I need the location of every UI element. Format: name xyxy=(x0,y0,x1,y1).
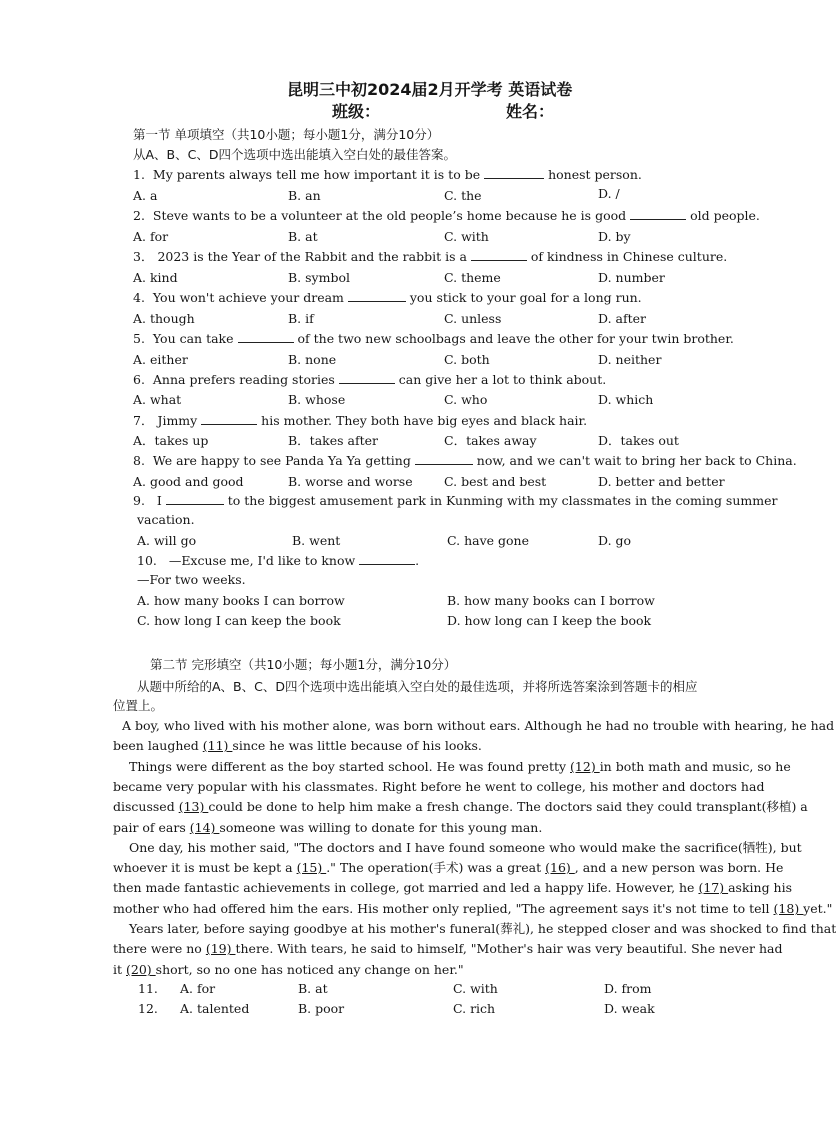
option-4c: C. unless xyxy=(444,311,502,326)
option-7b: B．takes after xyxy=(288,433,378,448)
option-4a: A. though xyxy=(133,311,195,326)
option-1d: D. / xyxy=(598,186,620,201)
option-5a: A. either xyxy=(133,352,188,367)
passage-line: whoever it is must be kept a (15) ." The operation(手术) was a great (16) , and a new person was born. He xyxy=(113,860,784,875)
section-2-title: 第二节 完形填空（共10小题；每小题1分，满分10分） xyxy=(150,657,457,672)
question-1: 1. My parents always tell me how important it is to be honest person. xyxy=(133,167,642,182)
passage-line: then made fantastic achievements in college, got married and led a happy life. However, he (17) asking his xyxy=(113,880,793,895)
passage-line: mother who had offered him the ears. His mother only replied, "The agreement says it's not time to tell (18) yet." xyxy=(113,901,833,916)
option-3b: B. symbol xyxy=(288,270,350,285)
option-9a: A. will go xyxy=(137,533,197,548)
passage-line: it (20) short, so no one has noticed any change on her." xyxy=(113,962,464,977)
option-5b: B. none xyxy=(288,352,337,367)
question-9-continued: vacation. xyxy=(137,512,195,527)
section-2-instruction-line-2: 位置上。 xyxy=(113,698,164,713)
option-6d: D. which xyxy=(598,392,654,407)
option-2d: D. by xyxy=(598,229,631,244)
option-12c: C. rich xyxy=(453,1001,496,1016)
option-6c: C. who xyxy=(444,392,488,407)
name-label: 姓名： xyxy=(506,102,555,121)
passage-line: One day, his mother said, "The doctors and I have found someone who would make the sacrifice(牺牲), but xyxy=(129,840,802,855)
question-2: 2. Steve wants to be a volunteer at the old people’s home because he is good old people. xyxy=(133,208,760,223)
question-6: 6. Anna prefers reading stories can give her a lot to think about. xyxy=(133,372,607,387)
option-11d: D. from xyxy=(604,981,652,996)
section-2-instruction-line-1: 从题中所给的A、B、C、D四个选项中选出能填入空白处的最佳选项，并将所选答案涂到答题卡的相应 xyxy=(137,679,698,694)
passage-line: discussed (13) could be done to help him make a fresh change. The doctors said they could transplant(移植) a xyxy=(113,799,808,814)
question-7: 7． Jimmy his mother. They both have big eyes and black hair. xyxy=(133,413,588,428)
option-1c: C. the xyxy=(444,188,482,203)
option-10b: B. how many books can I borrow xyxy=(447,593,655,608)
option-2c: C. with xyxy=(444,229,489,244)
passage-line: Things were different as the boy started school. He was found pretty (12) in both math and music, so he xyxy=(129,759,791,774)
option-4d: D. after xyxy=(598,311,646,326)
question-10-reply: —For two weeks. xyxy=(137,572,246,587)
option-10c: C. how long I can keep the book xyxy=(137,613,341,628)
class-label: 班级： xyxy=(332,102,381,121)
option-8d: D. better and better xyxy=(598,474,725,489)
option-5c: C. both xyxy=(444,352,490,367)
option-7d: D．takes out xyxy=(598,433,679,448)
question-4: 4. You won't achieve your dream you stick to your goal for a long run. xyxy=(133,290,642,305)
option-9c: C. have gone xyxy=(447,533,529,548)
option-8b: B. worse and worse xyxy=(288,474,413,489)
option-12a: A. talented xyxy=(180,1001,250,1016)
option-10a: A. how many books I can borrow xyxy=(137,593,345,608)
passage-line: became very popular with his classmates. Right before he went to college, his mother and doctors had xyxy=(113,779,765,794)
option-3d: D. number xyxy=(598,270,665,285)
passage-line: there were no (19) there. With tears, he said to himself, "Mother's hair was very beautiful. She never had xyxy=(113,941,783,956)
passage-line: A boy, who lived with his mother alone, was born without ears. Although he had no trouble with hearing, he had xyxy=(122,718,835,733)
option-8c: C. best and best xyxy=(444,474,547,489)
question-11-number: 11. xyxy=(138,981,158,996)
option-12d: D. weak xyxy=(604,1001,655,1016)
question-3: 3． 2023 is the Year of the Rabbit and the rabbit is a of kindness in Chinese culture. xyxy=(133,249,728,264)
question-12-number: 12. xyxy=(138,1001,158,1016)
question-10: 10. —Excuse me, I'd like to know . xyxy=(137,553,420,568)
option-6b: B. whose xyxy=(288,392,346,407)
option-3c: C. theme xyxy=(444,270,501,285)
option-7a: A．takes up xyxy=(133,433,209,448)
option-4b: B. if xyxy=(288,311,314,326)
option-11c: C. with xyxy=(453,981,498,996)
option-5d: D. neither xyxy=(598,352,662,367)
passage-line: been laughed (11) since he was little because of his looks. xyxy=(113,738,482,753)
option-12b: B. poor xyxy=(298,1001,345,1016)
passage-line: Years later, before saying goodbye at his mother's funeral(葬礼), he stepped closer and was shocked to find that xyxy=(129,921,836,936)
option-11b: B. at xyxy=(298,981,328,996)
option-10d: D. how long can I keep the book xyxy=(447,613,652,628)
passage-line: pair of ears (14) someone was willing to donate for this young man. xyxy=(113,820,543,835)
section-1-instruction: 从A、B、C、D四个选项中选出能填入空白处的最佳答案。 xyxy=(133,147,456,162)
option-7c: C．takes away xyxy=(444,433,537,448)
question-9: 9. I to the biggest amusement park in Kunming with my classmates in the coming summer xyxy=(133,493,778,508)
option-2a: A. for xyxy=(133,229,169,244)
option-8a: A. good and good xyxy=(133,474,244,489)
question-5: 5. You can take of the two new schoolbags and leave the other for your twin brother. xyxy=(133,331,734,346)
option-6a: A. what xyxy=(133,392,182,407)
option-2b: B. at xyxy=(288,229,318,244)
exam-title: 昆明三中初2024届2月开学考 英语试卷 xyxy=(287,80,573,99)
option-3a: A. kind xyxy=(133,270,178,285)
option-9b: B. went xyxy=(292,533,341,548)
option-9d: D. go xyxy=(598,533,632,548)
option-1a: A. a xyxy=(133,188,158,203)
option-11a: A. for xyxy=(180,981,216,996)
question-8: 8. We are happy to see Panda Ya Ya getting now, and we can't wait to bring her back to China. xyxy=(133,453,797,468)
option-1b: B. an xyxy=(288,188,321,203)
section-1-title: 第一节 单项填空（共10小题；每小题1分，满分10分） xyxy=(133,127,440,142)
